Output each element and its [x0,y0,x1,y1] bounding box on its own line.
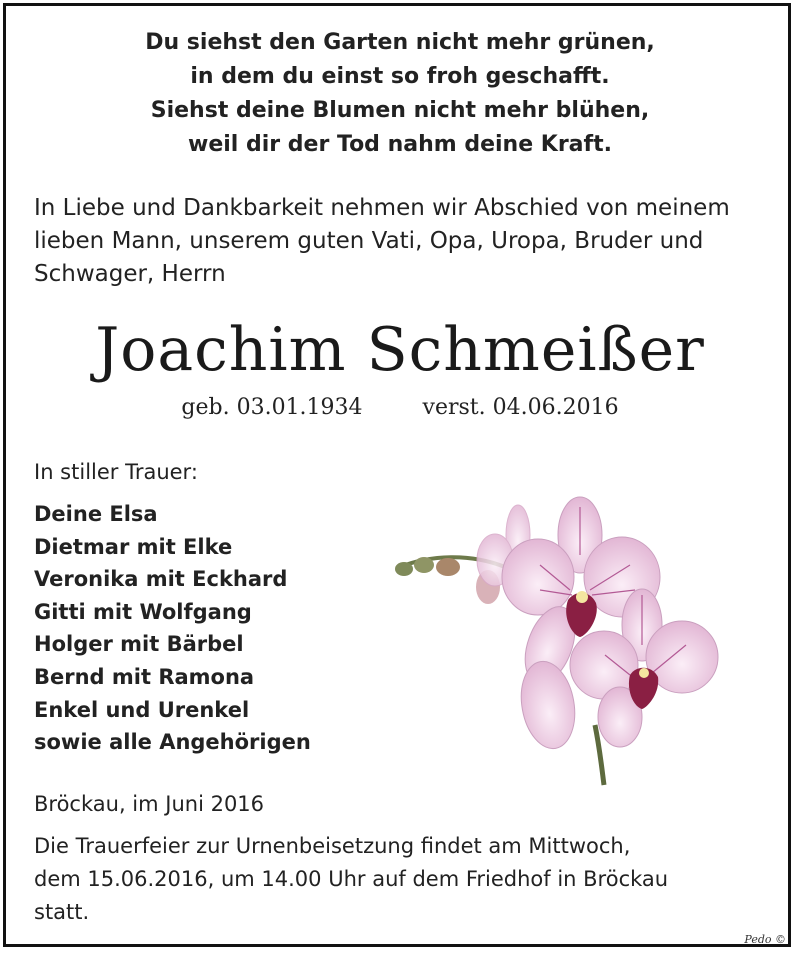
death-date: verst. 04.06.2016 [422,395,619,420]
family-member: Holger mit Bärbel [34,632,244,657]
family-member: sowie alle Angehörigen [34,730,311,755]
ceremony-line: Die Trauerfeier zur Urnenbeisetzung findet am Mittwoch, [34,834,631,858]
intro-line: Schwager, Herrn [34,261,226,287]
ceremony-text [34,830,764,929]
poem-line: Du siehst den Garten nicht mehr grünen, [145,30,655,55]
family-member: Enkel und Urenkel [34,697,250,722]
intro-line: lieben Mann, unserem guten Vati, Opa, Uropa, Bruder und [34,228,704,254]
ceremony-line: statt. [34,900,90,924]
intro-text [34,192,770,291]
bud-icon [414,557,434,573]
intro-line: In Liebe und Dankbarkeit nehmen wir Abschied von meinem [34,195,730,221]
family-member: Veronika mit Eckhard [34,567,288,592]
bud-icon [395,562,413,576]
family-member: Deine Elsa [34,502,158,526]
poem [0,26,800,162]
family-list [34,498,311,759]
poem-line: Siehst deine Blumen nicht mehr blühen, [150,98,650,123]
birth-date: geb. 03.01.1934 [181,395,363,420]
life-dates [0,390,800,426]
ceremony-line: dem 15.06.2016, um 14.00 Uhr auf dem Friedhof in Bröckau [34,867,669,891]
family-member: Bernd mit Ramona [34,664,255,689]
family-member: Gitti mit Wolfgang [34,599,252,624]
orchid-image [390,495,730,790]
mourning-label: In stiller Trauer: [34,460,198,484]
place-date: Bröckau, im Juni 2016 [34,792,265,816]
bud-icon [436,558,460,576]
designer-credit: Pedo © [744,933,786,946]
poem-line: in dem du einst so froh geschafft. [190,64,610,89]
deceased-name: Joachim Schmeißer [95,315,705,385]
poem-line: weil dir der Tod nahm deine Kraft. [188,132,612,157]
family-member: Dietmar mit Elke [34,534,233,559]
